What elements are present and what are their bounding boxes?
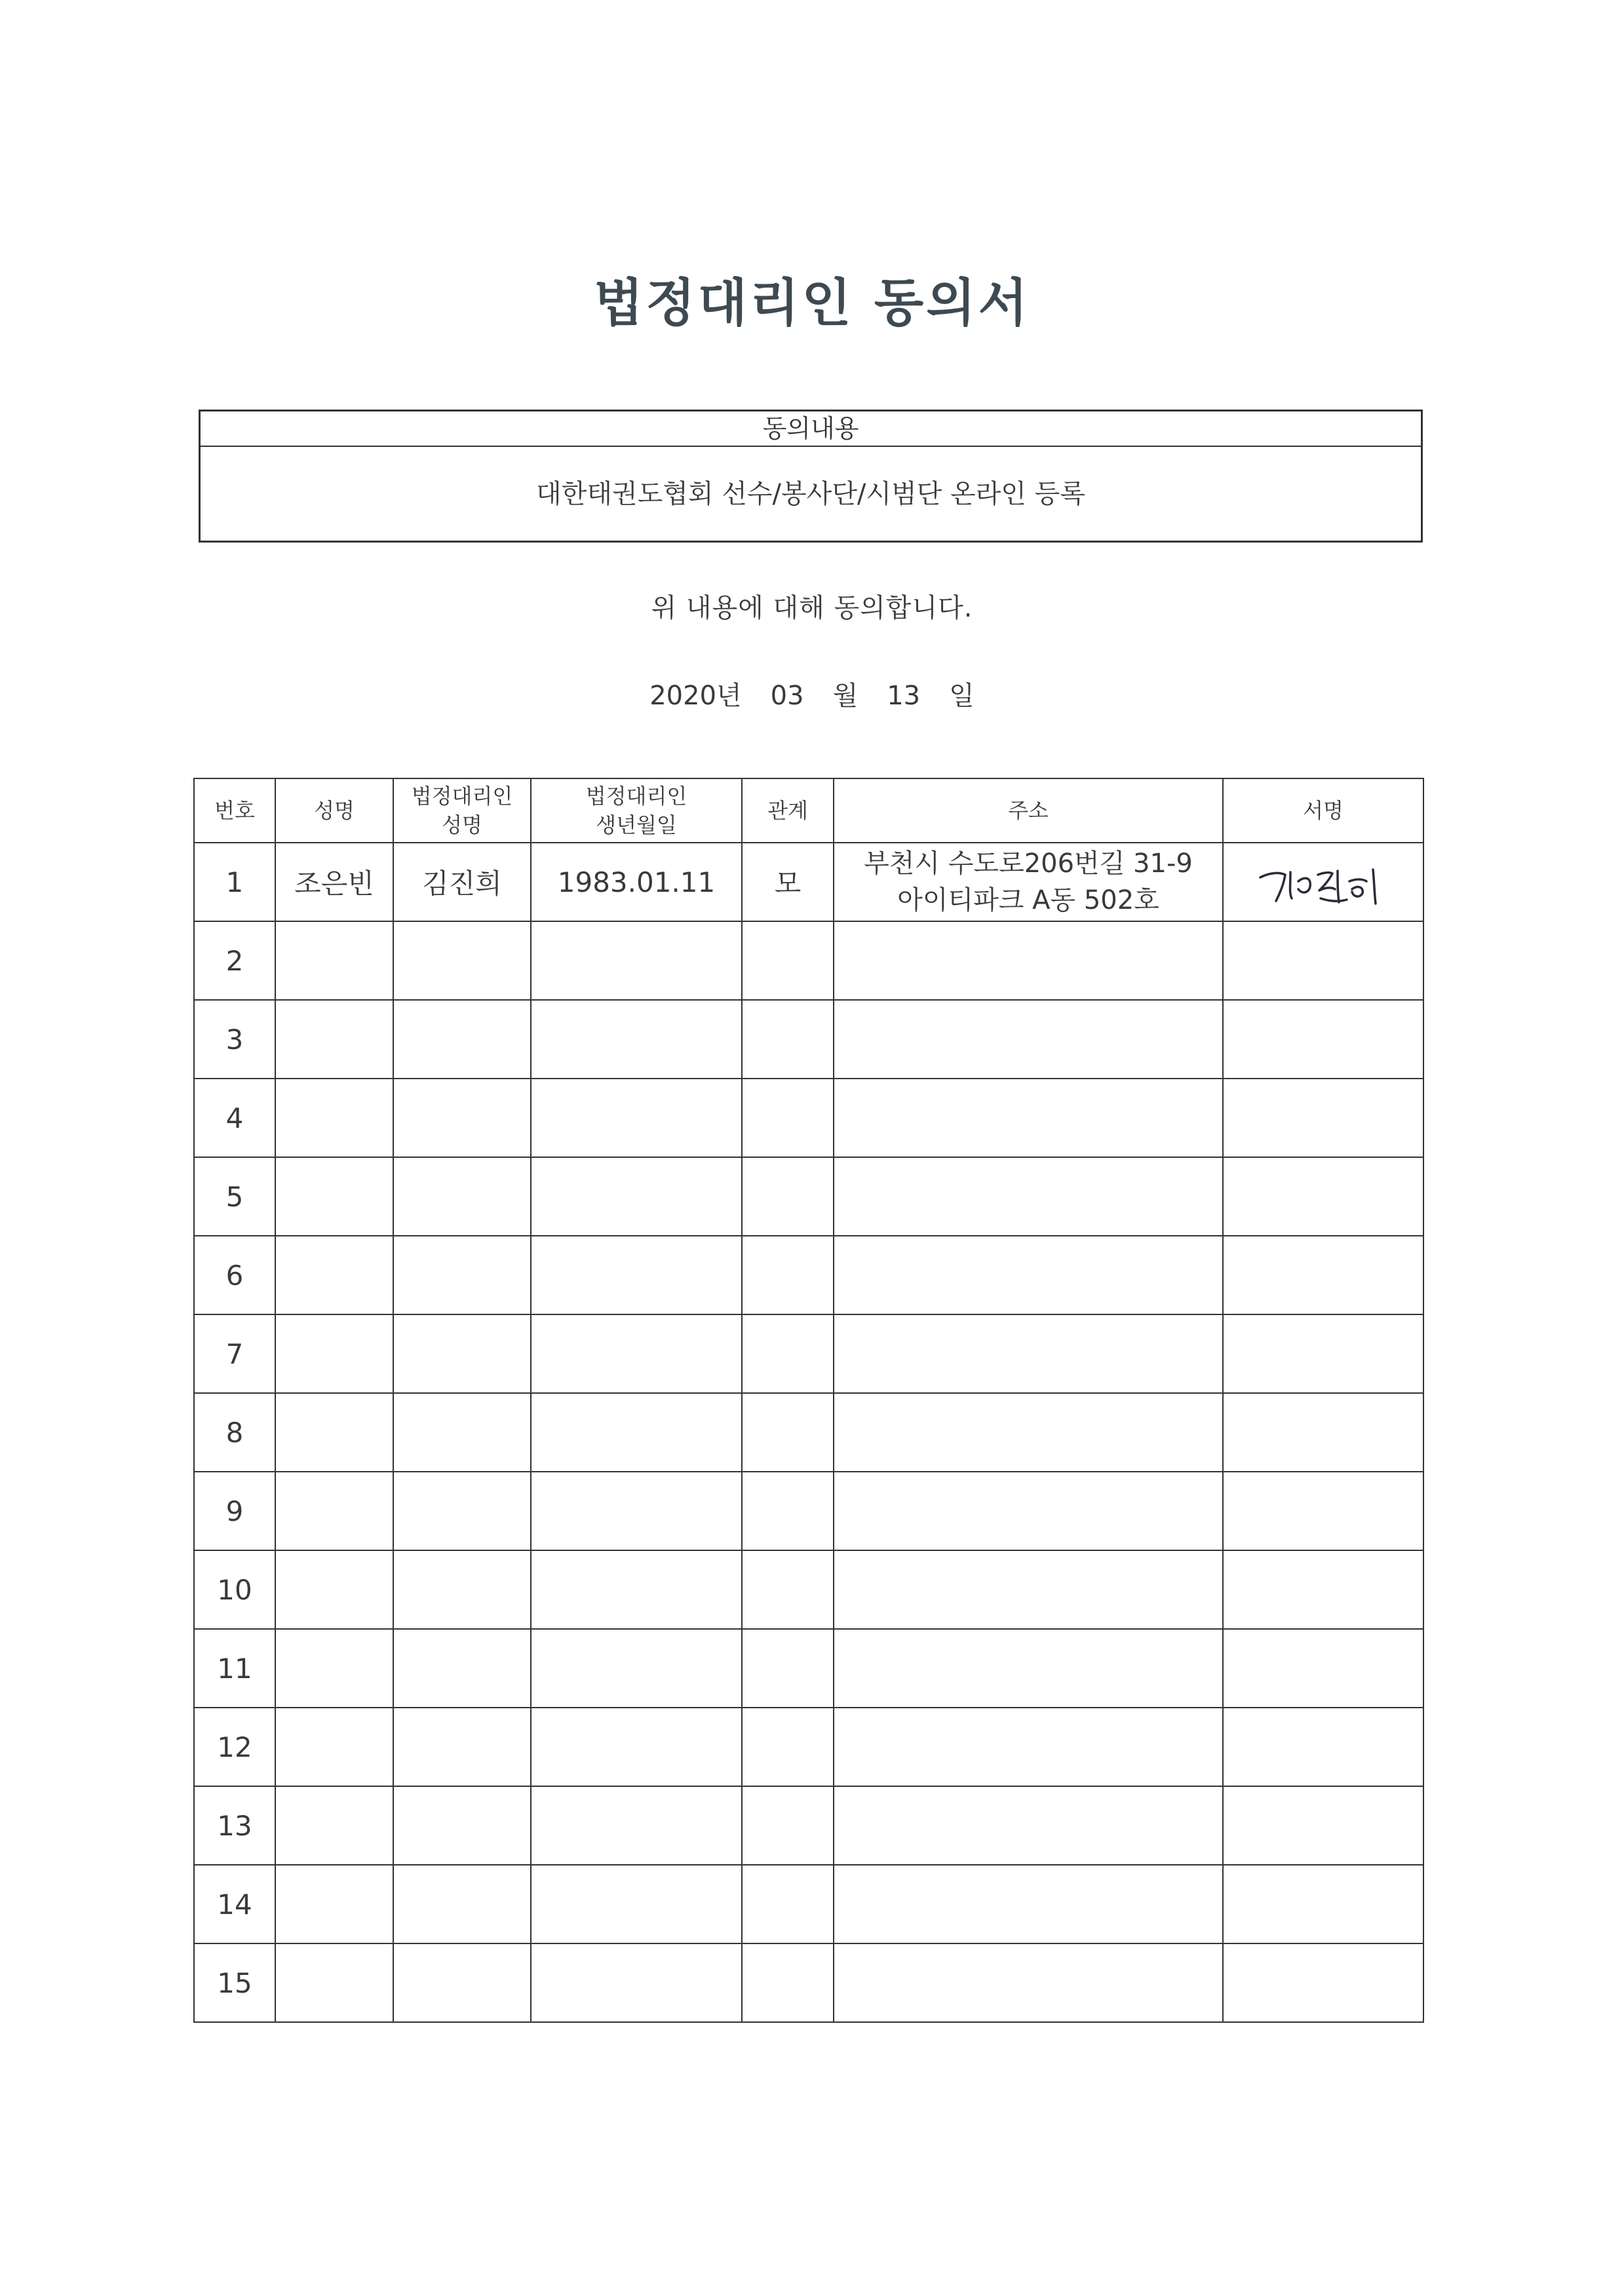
row-no: 8 [194,1393,275,1472]
row-relation [742,1079,834,1157]
header-guardian-birth [531,778,742,843]
row-guardian-birth: 1983.01.11 [531,843,742,921]
row-signature [1223,921,1423,1000]
row-relation [742,1708,834,1786]
row-address [834,1943,1223,2022]
row-no: 9 [194,1472,275,1550]
date-month-unit: 월 [832,681,859,711]
consent-body: 대한태권도협회 선수/봉사단/시범단 온라인 등록 [536,479,1085,509]
row-relation [742,1943,834,2022]
row-no: 5 [194,1157,275,1236]
row-name [275,1629,393,1708]
row-name [275,1393,393,1472]
header-signature: 서명 [1223,778,1423,843]
row-no: 10 [194,1550,275,1629]
row-relation [742,1157,834,1236]
row-guardian-birth [531,1943,742,2022]
header-address: 주소 [834,778,1223,843]
row-signature [1223,1314,1423,1393]
row-signature [1223,1079,1423,1157]
row-signature [1223,1236,1423,1314]
table-row [194,843,1423,921]
row-name [275,921,393,1000]
row-no: 2 [194,921,275,1000]
row-name [275,1000,393,1079]
row-signature [1223,1865,1423,1943]
row-address [834,1314,1223,1393]
row-no: 11 [194,1629,275,1708]
row-address [834,843,1223,921]
date-day-unit: 일 [949,681,975,711]
row-no: 13 [194,1786,275,1865]
row-signature [1223,843,1423,921]
table-row [194,1314,1423,1393]
row-guardian-birth [531,1314,742,1393]
date-year: 2020년 [649,681,742,711]
row-guardian-birth [531,1472,742,1550]
row-guardian-birth [531,1079,742,1157]
table-row [194,1629,1423,1708]
row-relation [742,1629,834,1708]
row-relation: 모 [742,843,834,921]
row-address [834,1786,1223,1865]
row-signature [1223,1708,1423,1786]
table-row [194,1000,1423,1079]
row-name [275,1865,393,1943]
row-address [834,1865,1223,1943]
row-signature [1223,1472,1423,1550]
row-guardian-name [393,1865,531,1943]
row-guardian-name [393,1550,531,1629]
row-signature [1223,1000,1423,1079]
row-name [275,1550,393,1629]
row-guardian-name [393,1157,531,1236]
row-no: 6 [194,1236,275,1314]
registration-table [193,778,1424,2023]
row-name [275,1786,393,1865]
table-row [194,1865,1423,1943]
header-guardian-birth-line1: 법정대리인 [585,784,687,809]
table-row [194,1708,1423,1786]
row-guardian-birth [531,1550,742,1629]
row-guardian-birth [531,1865,742,1943]
row-address [834,1236,1223,1314]
row-no: 1 [194,843,275,921]
header-relation: 관계 [742,778,834,843]
document-title: 법정대리인 동의서 [594,274,1030,333]
row-guardian-name [393,1314,531,1393]
row-relation [742,921,834,1000]
row-address [834,1629,1223,1708]
row-name [275,1079,393,1157]
row-signature [1223,1393,1423,1472]
row-signature [1223,1629,1423,1708]
row-no: 14 [194,1865,275,1943]
row-guardian-name [393,921,531,1000]
row-guardian-birth [531,1629,742,1708]
row-signature [1223,1157,1423,1236]
row-guardian-name [393,1393,531,1472]
row-no: 3 [194,1000,275,1079]
row-relation [742,1865,834,1943]
row-address [834,1000,1223,1079]
row-no: 7 [194,1314,275,1393]
row-name [275,1472,393,1550]
row-address [834,921,1223,1000]
row-relation [742,1393,834,1472]
table-row [194,1079,1423,1157]
consent-header: 동의내용 [201,411,1421,447]
table-row [194,1943,1423,2022]
row-guardian-birth [531,1708,742,1786]
header-guardian-name-line1: 법정대리인 [411,784,513,809]
row-address [834,1708,1223,1786]
header-no: 번호 [194,778,275,843]
row-address-line1: 부천시 수도로206번길 31-9 [864,849,1193,879]
row-name [275,1708,393,1786]
row-no: 12 [194,1708,275,1786]
row-guardian-name [393,1472,531,1550]
row-guardian-birth [531,1157,742,1236]
row-no: 15 [194,1943,275,2022]
header-guardian-birth-line2: 생년월일 [596,813,677,837]
consent-box [199,410,1423,543]
row-guardian-birth [531,1786,742,1865]
table-row [194,1157,1423,1236]
table-row [194,921,1423,1000]
row-name [275,1157,393,1236]
row-name [275,1236,393,1314]
table-header-row [194,778,1423,843]
row-guardian-name [393,1079,531,1157]
row-signature [1223,1550,1423,1629]
row-guardian-birth [531,1000,742,1079]
table-row [194,1550,1423,1629]
row-address [834,1550,1223,1629]
row-guardian-name [393,1236,531,1314]
row-address [834,1393,1223,1472]
handwritten-signature [1251,852,1395,911]
row-relation [742,1236,834,1314]
row-relation [742,1000,834,1079]
row-address [834,1157,1223,1236]
table-row [194,1472,1423,1550]
table-row [194,1786,1423,1865]
agreement-statement: 위 내용에 대해 동의합니다. [651,593,973,623]
row-signature [1223,1786,1423,1865]
date-day: 13 [887,681,921,711]
row-relation [742,1550,834,1629]
row-signature [1223,1943,1423,2022]
row-guardian-birth [531,1236,742,1314]
row-guardian-name [393,1708,531,1786]
row-name: 조은빈 [275,843,393,921]
row-name [275,1314,393,1393]
row-address-line2: 아이티파크 A동 502호 [897,885,1159,915]
row-guardian-name [393,1000,531,1079]
row-relation [742,1472,834,1550]
row-guardian-birth [531,1393,742,1472]
date-month: 03 [770,681,804,711]
row-no: 4 [194,1079,275,1157]
table-row [194,1236,1423,1314]
row-guardian-name [393,1786,531,1865]
table-row [194,1393,1423,1472]
header-guardian-name [393,778,531,843]
row-guardian-name [393,1629,531,1708]
header-name: 성명 [275,778,393,843]
row-guardian-birth [531,921,742,1000]
row-name [275,1943,393,2022]
header-guardian-name-line2: 성명 [442,813,482,837]
row-address [834,1079,1223,1157]
row-guardian-name [393,1943,531,2022]
row-address [834,1472,1223,1550]
row-relation [742,1786,834,1865]
date-line [0,675,1624,712]
row-guardian-name: 김진희 [393,843,531,921]
row-relation [742,1314,834,1393]
